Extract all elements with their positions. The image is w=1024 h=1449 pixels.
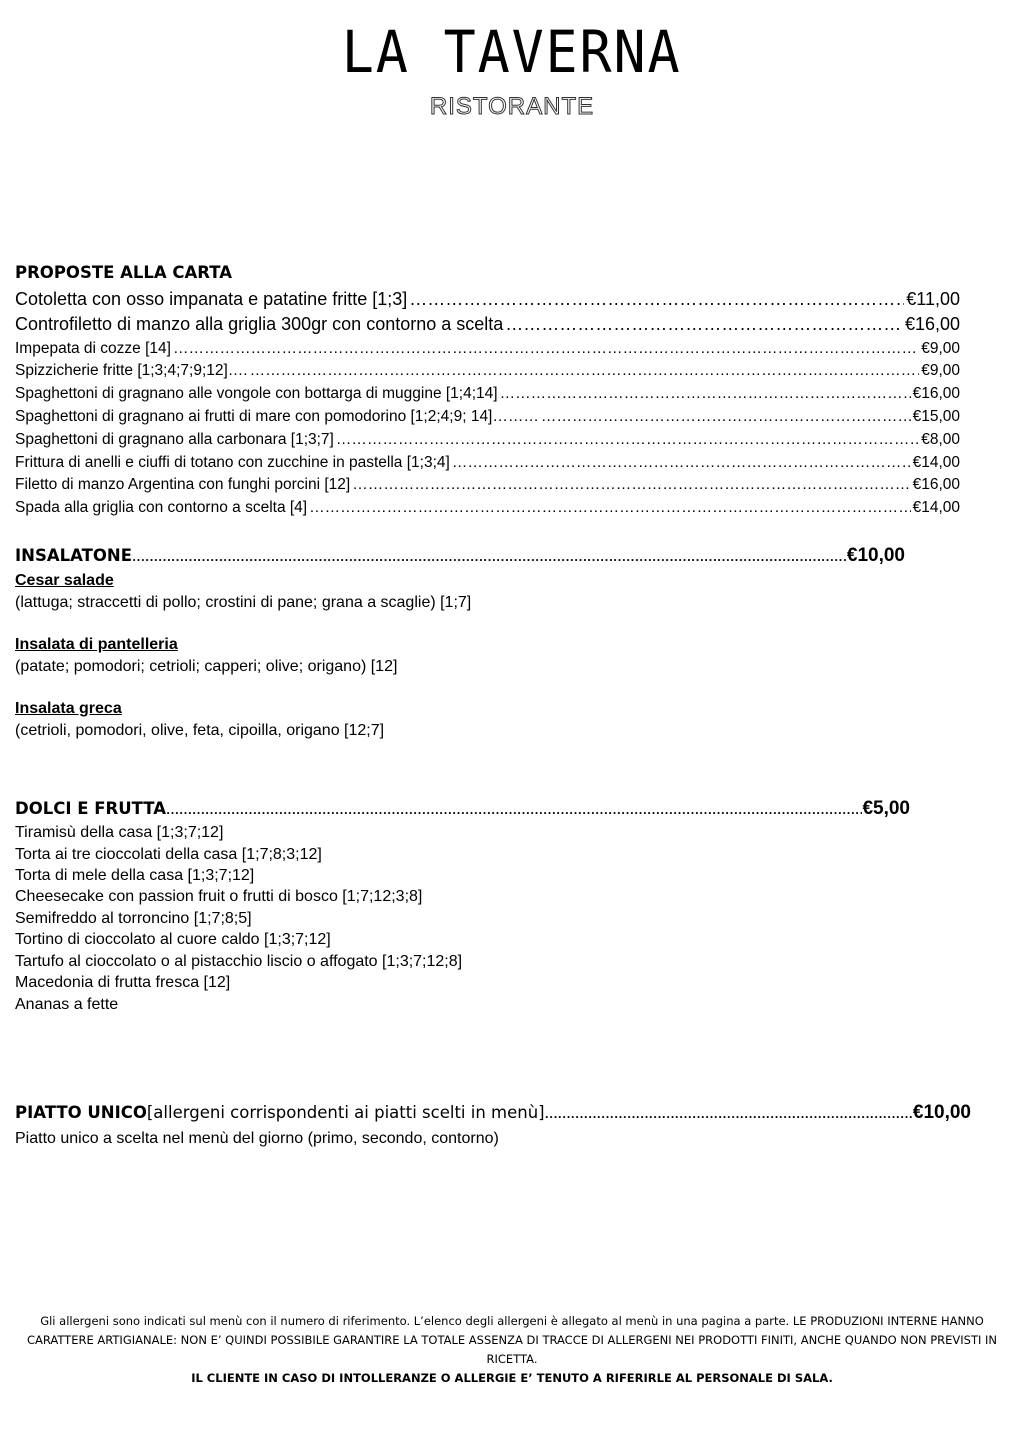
section-title-dolci: DOLCI E FRUTTA [15, 799, 166, 818]
dessert-item: Semifreddo al torroncino [1;7;8;5] [15, 910, 252, 927]
section-header-piatto-unico [15, 1102, 971, 1124]
section-header-dolci [15, 798, 910, 820]
menu-item [15, 289, 960, 310]
dessert-item: Torta di mele della casa [1;3;7;12] [15, 867, 255, 884]
leader-dots [132, 549, 847, 565]
allergen-disclaimer [20, 1312, 1004, 1388]
section-price-insalatone: €10,00 [846, 545, 905, 566]
menu-item-price: €14,00 [912, 454, 960, 471]
section-title-piatto-unico: PIATTO UNICO [15, 1103, 147, 1122]
menu-item-name: Impepata di cozze [14] [15, 340, 171, 357]
menu-item-name: Cotoletta con osso impanata e patatine fritte [1;3] [15, 289, 408, 309]
leader-dots [452, 454, 911, 472]
menu-item-price: €11,00 [906, 289, 960, 309]
menu-item [15, 362, 960, 380]
section-title-insalatone: INSALATONE [15, 546, 132, 565]
menu-item-name: Spada alla griglia con contorno a scelta [4] [15, 499, 308, 516]
menu-item-name: Spizzicherie fritte [1;3;4;7;9;12]…. [15, 362, 248, 379]
menu-item [15, 408, 960, 426]
allergen-note: [allergeni corrispondenti ai piatti scelti in menù] [146, 1103, 545, 1122]
dessert-item: Tartufo al cioccolato o al pistacchio liscio o affogato [1;3;7;12;8] [15, 953, 463, 970]
menu-item-name: Spaghettoni di gragnano alle vongole con bottarga di muggine [1;4;14] [15, 385, 498, 402]
menu-item [15, 499, 960, 517]
menu-item-name: Frittura di anelli e ciuffi di totano con zucchine in pastella [1;3;4] [15, 454, 450, 471]
section-price-piatto-unico: €10,00 [912, 1102, 971, 1123]
menu-item-name: Controfiletto di manzo alla griglia 300gr con contorno a scelta [15, 314, 504, 334]
leader-dots [409, 289, 904, 310]
menu-item-price: €16,00 [912, 476, 960, 493]
disclaimer-text: Gli allergeni sono indicati sul menù con il numero di riferimento. L’elenco degli allergeni è allegato al menù in una pagina a parte. LE PRODUZIONI INTERNE HANNO CARATTERE ARTIGIANALE: NON E’ QUINDI POSSIBILE GARANTIRE LA TOTALE ASSENZA DI TRACCE DI ALLERGENI NEI PRODOTTI FINITI, ANCHE QUANDO NON PREVISTI IN RICETTA. [26, 1314, 998, 1366]
dessert-item: Cheesecake con passion fruit o frutti di bosco [1;7;12;3;8] [15, 888, 423, 905]
menu-item [15, 431, 960, 449]
menu-item [15, 314, 960, 335]
menu-item [15, 454, 960, 472]
menu-item-price: €16,00 [904, 314, 960, 334]
salad-description: (lattuga; straccetti di pollo; crostini di pane; grana a scaglie) [1;7] [15, 594, 472, 611]
menu-item [15, 476, 960, 494]
menu-item [15, 340, 960, 358]
menu-item-name: Spaghettoni di gragnano alla carbonara [1;3;7] [15, 431, 334, 448]
dessert-item: Macedonia di frutta fresca [12] [15, 974, 231, 991]
logo-title: LA TAVERNA [342, 18, 682, 86]
salad-name: Insalata greca [15, 700, 122, 717]
disclaimer-bold-text: IL CLIENTE IN CASO DI INTOLLERANZE O ALLERGIE E’ TENUTO A RIFERIRLE AL PERSONALE DI SALA. [191, 1371, 833, 1385]
menu-item-price: €15,00 [912, 408, 960, 425]
logo-subtitle: RISTORANTE [429, 93, 595, 120]
leader-dots [505, 314, 903, 335]
piatto-unico-description: Piatto unico a scelta nel menù del giorno (primo, secondo, contorno) [15, 1130, 499, 1147]
leader-dots [336, 431, 919, 449]
leader-dots [352, 476, 910, 494]
leader-dots [500, 385, 911, 403]
salad-name: Cesar salade [15, 572, 114, 589]
menu-item-name: Filetto di manzo Argentina con funghi porcini [12] [15, 476, 351, 493]
menu-item-price: €16,00 [912, 385, 960, 402]
section-price-dolci: €5,00 [862, 798, 910, 819]
dessert-item: Tiramisù della casa [1;3;7;12] [15, 824, 224, 841]
menu-item-price: €14,00 [912, 499, 960, 516]
dessert-item: Ananas a fette [15, 996, 119, 1013]
dessert-item: Torta ai tre cioccolati della casa [1;7;8;3;12] [15, 846, 322, 863]
leader-dots [545, 1106, 913, 1122]
menu-item-price: €8,00 [921, 431, 960, 448]
leader-dots [166, 802, 862, 818]
section-header-insalatone [15, 545, 905, 567]
leader-dots [173, 340, 919, 358]
section-title-proposte: PROPOSTE ALLA CARTA [15, 263, 232, 282]
restaurant-logo [0, 18, 1024, 122]
menu-item-price: €9,00 [921, 362, 960, 379]
menu-item-price: €9,00 [921, 340, 960, 357]
menu-item-name: Spaghettoni di gragnano ai frutti di mare con pomodorino [1;2;4;9; 14]……… [15, 408, 539, 425]
salad-description: (cetrioli, pomodori, olive, feta, cipoilla, origano [12;7] [15, 722, 385, 739]
leader-dots [250, 362, 920, 380]
leader-dots [541, 408, 911, 426]
salad-description: (patate; pomodori; cetrioli; capperi; olive; origano) [12] [15, 658, 398, 675]
salad-name: Insalata di pantelleria [15, 636, 178, 653]
dessert-item: Tortino di cioccolato al cuore caldo [1;3;7;12] [15, 931, 331, 948]
menu-item [15, 385, 960, 403]
leader-dots [309, 499, 910, 517]
